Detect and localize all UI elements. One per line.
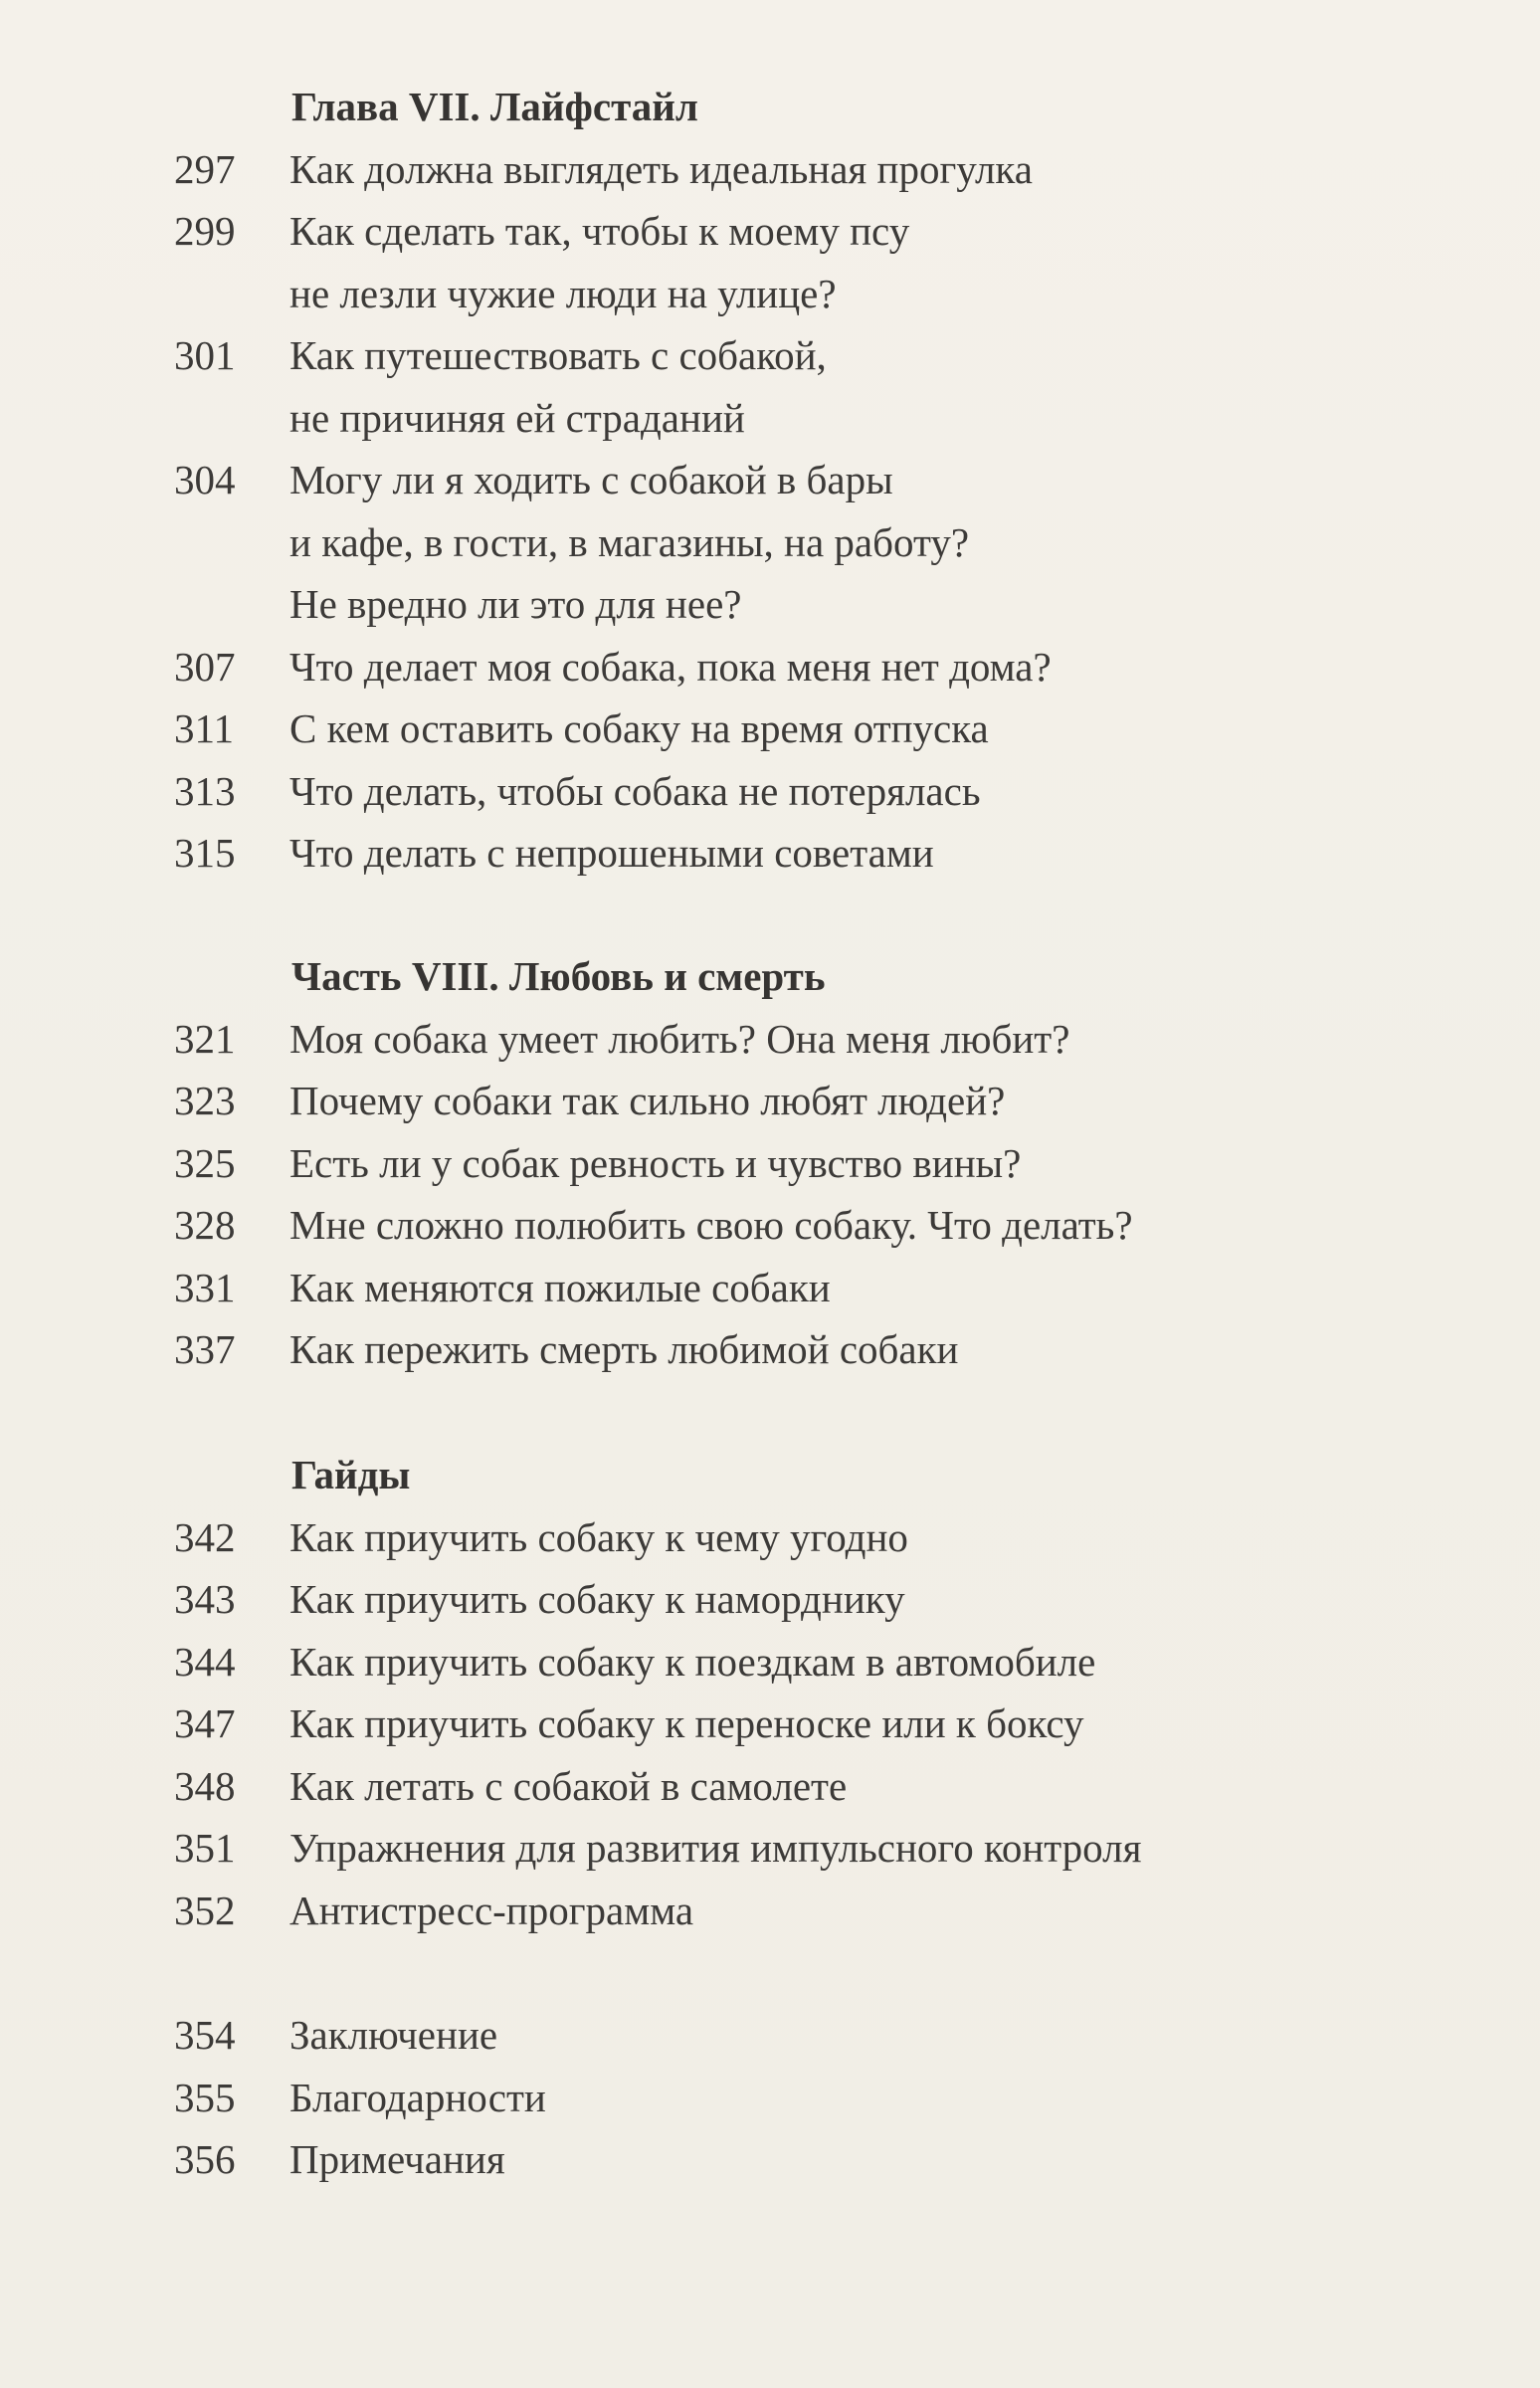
entry-title: Как пережить смерть любимой собаки xyxy=(289,1326,959,1372)
page-number: 325 xyxy=(174,1139,236,1186)
page-number: 323 xyxy=(174,1078,236,1123)
page-number: 356 xyxy=(174,2136,236,2182)
entry-title: Моя собака умеет любить? Она меня любит? xyxy=(289,1015,1070,1062)
entry-title: Как сделать так, чтобы к моему псу не лезли чужие люди на улице? xyxy=(289,208,910,316)
page-number: 311 xyxy=(174,705,234,751)
page-number: 328 xyxy=(174,1202,236,1248)
entry-title: Упражнения для развития импульсного контроля xyxy=(289,1825,1142,1871)
page-number: 337 xyxy=(174,1326,236,1372)
entry-title: Антистресс-программа xyxy=(289,1887,694,1933)
page-number: 342 xyxy=(174,1513,236,1560)
page-number: 307 xyxy=(174,643,236,690)
page-number: 347 xyxy=(174,1700,236,1746)
page-number: 348 xyxy=(174,1762,236,1809)
page-number: 321 xyxy=(174,1015,236,1062)
section-heading: Гайды xyxy=(291,1452,411,1497)
page-number: 297 xyxy=(174,145,236,192)
page-number: 355 xyxy=(174,2074,236,2120)
page-number: 304 xyxy=(174,457,236,502)
page-number: 352 xyxy=(174,1887,236,1933)
entry-title: Как приучить собаку к чему угодно xyxy=(289,1513,908,1560)
entry-title: Благодарности xyxy=(289,2074,546,2120)
entry-title: Как летать с собакой в самолете xyxy=(289,1762,848,1809)
entry-title: Что делает моя собака, пока меня нет дома? xyxy=(289,643,1052,690)
page-number: 315 xyxy=(174,830,236,876)
page-number: 331 xyxy=(174,1264,236,1310)
entry-title: Как должна выглядеть идеальная прогулка xyxy=(289,145,1033,192)
entry-title: Мне сложно полюбить свою собаку. Что делать? xyxy=(289,1202,1133,1248)
entry-title: Как приучить собаку к переноске или к боксу xyxy=(289,1700,1084,1746)
page-number: 301 xyxy=(174,332,236,378)
page-number: 344 xyxy=(174,1638,236,1685)
section-heading: Глава VII. Лайфстайл xyxy=(291,84,698,129)
entry-title: Что делать с непрошеными советами xyxy=(289,830,934,876)
section-heading: Часть VIII. Любовь и смерть xyxy=(291,953,826,999)
entry-title: Почему собаки так сильно любят людей? xyxy=(289,1078,1006,1123)
page-number: 313 xyxy=(174,767,236,814)
entry-title: Как приучить собаку к поездкам в автомобиле xyxy=(289,1638,1096,1685)
entry-title: Могу ли я ходить с собакой в бары и кафе, в гости, в магазины, на работу? Не вредно ли это для нее? xyxy=(289,457,970,627)
page-number: 351 xyxy=(174,1825,236,1871)
entry-title: Есть ли у собак ревность и чувство вины? xyxy=(289,1139,1022,1186)
entry-title: Как меняются пожилые собаки xyxy=(289,1264,831,1310)
entry-title: С кем оставить собаку на время отпуска xyxy=(289,705,989,751)
entry-title: Примечания xyxy=(289,2136,505,2182)
entry-title: Как приучить собаку к наморднику xyxy=(289,1576,905,1622)
entry-title: Что делать, чтобы собака не потерялась xyxy=(289,767,981,814)
entry-title: Как путешествовать с собакой, не причиняя ей страданий xyxy=(289,332,827,441)
page-number: 354 xyxy=(174,2012,236,2058)
page-number: 343 xyxy=(174,1576,236,1622)
page-number: 299 xyxy=(174,208,236,254)
entry-title: Заключение xyxy=(289,2012,498,2058)
